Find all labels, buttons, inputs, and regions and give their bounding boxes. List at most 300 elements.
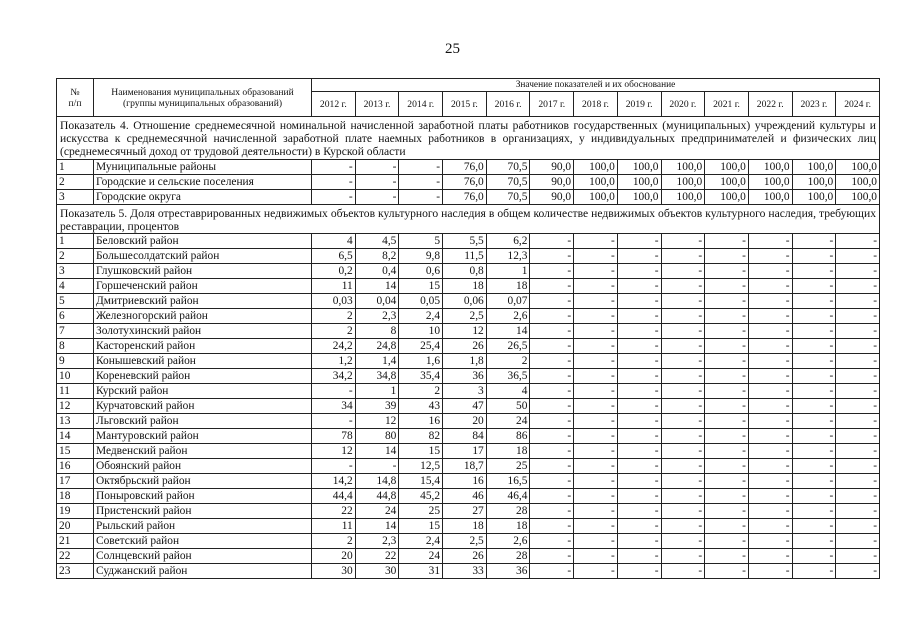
value-cell: - — [661, 564, 705, 579]
value-cell: - — [617, 309, 661, 324]
value-cell: - — [748, 324, 792, 339]
value-cell: - — [661, 399, 705, 414]
table-row — [57, 174, 880, 189]
value-cell: 1,8 — [443, 354, 487, 369]
value-cell: 6,2 — [486, 234, 530, 249]
value-cell: - — [792, 549, 836, 564]
value-cell: - — [836, 249, 880, 264]
value-cell: - — [530, 534, 574, 549]
value-cell: - — [617, 249, 661, 264]
table-row — [57, 534, 880, 549]
row-number: 1 — [57, 159, 94, 174]
row-name: Конышевский район — [94, 354, 312, 369]
row-number: 22 — [57, 549, 94, 564]
value-cell: 8,2 — [355, 249, 399, 264]
value-cell: 36 — [443, 369, 487, 384]
value-cell: 31 — [399, 564, 443, 579]
row-number: 2 — [57, 249, 94, 264]
value-cell: - — [705, 234, 749, 249]
row-name: Большесолдатский район — [94, 249, 312, 264]
value-cell: - — [574, 414, 618, 429]
value-cell: 34,8 — [355, 369, 399, 384]
row-number: 23 — [57, 564, 94, 579]
year-header: 2015 г. — [443, 92, 487, 117]
value-cell: 28 — [486, 504, 530, 519]
value-cell: - — [836, 474, 880, 489]
value-cell: - — [574, 474, 618, 489]
value-cell: - — [661, 534, 705, 549]
value-cell: 25 — [399, 504, 443, 519]
table-row — [57, 549, 880, 564]
value-cell: 10 — [399, 324, 443, 339]
value-cell: 2 — [486, 354, 530, 369]
value-cell: - — [661, 489, 705, 504]
value-cell: - — [792, 369, 836, 384]
value-cell: 27 — [443, 504, 487, 519]
value-cell: - — [617, 354, 661, 369]
value-cell: - — [836, 399, 880, 414]
value-cell: - — [574, 369, 618, 384]
value-cell: 46 — [443, 489, 487, 504]
row-number: 18 — [57, 489, 94, 504]
value-cell: - — [836, 504, 880, 519]
value-cell: - — [705, 519, 749, 534]
value-cell: 100,0 — [617, 159, 661, 174]
value-cell: - — [530, 324, 574, 339]
year-header: 2013 г. — [355, 92, 399, 117]
value-cell: 25 — [486, 459, 530, 474]
num-column-label: № п/п — [68, 86, 82, 109]
value-cell: - — [792, 504, 836, 519]
value-cell: - — [617, 504, 661, 519]
value-cell: 12 — [443, 324, 487, 339]
value-cell: 18 — [443, 519, 487, 534]
year-header: 2018 г. — [574, 92, 618, 117]
value-cell: 0,6 — [399, 264, 443, 279]
value-cell: 46,4 — [486, 489, 530, 504]
value-cell: - — [836, 339, 880, 354]
value-cell: 78 — [312, 429, 356, 444]
value-cell: - — [661, 309, 705, 324]
value-cell: - — [792, 489, 836, 504]
value-cell: - — [530, 384, 574, 399]
value-cell: - — [705, 309, 749, 324]
value-cell: 20 — [312, 549, 356, 564]
year-header: 2017 г. — [530, 92, 574, 117]
value-cell: - — [312, 384, 356, 399]
value-cell: 86 — [486, 429, 530, 444]
page-number: 25 — [445, 41, 460, 57]
value-cell: 100,0 — [792, 189, 836, 204]
value-cell: 35,4 — [399, 369, 443, 384]
value-cell: - — [399, 189, 443, 204]
value-cell: - — [617, 414, 661, 429]
value-cell: - — [530, 264, 574, 279]
value-cell: - — [836, 309, 880, 324]
value-cell: - — [836, 459, 880, 474]
value-cell: 2 — [312, 324, 356, 339]
row-name: Обоянский район — [94, 459, 312, 474]
value-cell: - — [530, 234, 574, 249]
value-cell: - — [574, 429, 618, 444]
value-cell: 100,0 — [836, 189, 880, 204]
row-name: Дмитриевский район — [94, 294, 312, 309]
row-number: 15 — [57, 444, 94, 459]
row-name: Золотухинский район — [94, 324, 312, 339]
value-cell: 39 — [355, 399, 399, 414]
value-cell: 24 — [355, 504, 399, 519]
value-cell: 90,0 — [530, 189, 574, 204]
value-cell: 100,0 — [705, 159, 749, 174]
value-cell: 34 — [312, 399, 356, 414]
value-cell: - — [530, 354, 574, 369]
value-cell: 24 — [399, 549, 443, 564]
row-number: 3 — [57, 189, 94, 204]
value-cell: - — [574, 459, 618, 474]
value-cell: - — [792, 414, 836, 429]
table-row — [57, 399, 880, 414]
value-cell: 11,5 — [443, 249, 487, 264]
value-cell: - — [530, 279, 574, 294]
value-cell: 43 — [399, 399, 443, 414]
value-cell: - — [574, 384, 618, 399]
value-cell: - — [574, 549, 618, 564]
table-body — [57, 117, 880, 579]
value-cell: - — [661, 459, 705, 474]
table-row — [57, 489, 880, 504]
year-header: 2020 г. — [661, 92, 705, 117]
value-cell: - — [705, 474, 749, 489]
value-cell: - — [792, 534, 836, 549]
name-column-label: Наименования муниципальных образований (группы муниципальных образований) — [111, 86, 294, 109]
value-cell: 2,5 — [443, 534, 487, 549]
value-cell: - — [617, 369, 661, 384]
value-cell: - — [530, 309, 574, 324]
value-cell: - — [792, 309, 836, 324]
table-row — [57, 249, 880, 264]
value-cell: - — [574, 504, 618, 519]
value-cell: 15 — [399, 519, 443, 534]
value-cell: - — [530, 549, 574, 564]
value-cell: - — [748, 429, 792, 444]
value-cell: - — [661, 444, 705, 459]
value-cell: 1,2 — [312, 354, 356, 369]
value-cell: 16 — [399, 414, 443, 429]
year-header: 2014 г. — [399, 92, 443, 117]
value-cell: 100,0 — [661, 189, 705, 204]
value-cell: - — [661, 264, 705, 279]
value-cell: - — [530, 429, 574, 444]
row-number: 7 — [57, 324, 94, 339]
value-cell: - — [661, 324, 705, 339]
value-cell: - — [748, 279, 792, 294]
value-cell: 3 — [443, 384, 487, 399]
value-cell: 30 — [312, 564, 356, 579]
row-name: Курчатовский район — [94, 399, 312, 414]
value-cell: 4 — [486, 384, 530, 399]
value-cell: - — [748, 264, 792, 279]
value-cell: 18 — [486, 519, 530, 534]
value-cell: 2 — [312, 309, 356, 324]
value-cell: - — [574, 234, 618, 249]
value-cell: - — [399, 159, 443, 174]
value-cell: - — [836, 354, 880, 369]
value-cell: - — [312, 159, 356, 174]
value-cell: - — [705, 264, 749, 279]
row-number: 11 — [57, 384, 94, 399]
value-cell: 36,5 — [486, 369, 530, 384]
value-cell: - — [661, 249, 705, 264]
row-number: 21 — [57, 534, 94, 549]
year-header: 2019 г. — [617, 92, 661, 117]
value-cell: 36 — [486, 564, 530, 579]
table-row — [57, 159, 880, 174]
value-cell: - — [748, 234, 792, 249]
table-row — [57, 519, 880, 534]
value-cell: 44,4 — [312, 489, 356, 504]
value-cell: - — [836, 279, 880, 294]
value-cell: - — [617, 519, 661, 534]
row-number: 4 — [57, 279, 94, 294]
value-cell: - — [617, 534, 661, 549]
value-cell: - — [574, 564, 618, 579]
value-cell: - — [617, 234, 661, 249]
value-cell: - — [574, 444, 618, 459]
value-cell: 14,2 — [312, 474, 356, 489]
value-cell: 100,0 — [661, 174, 705, 189]
value-cell: - — [574, 324, 618, 339]
value-cell: - — [836, 234, 880, 249]
value-cell: - — [661, 474, 705, 489]
indicator5-title-row — [57, 204, 880, 233]
value-cell: 4 — [312, 234, 356, 249]
value-cell: 12,5 — [399, 459, 443, 474]
table-row — [57, 294, 880, 309]
value-cell: - — [792, 429, 836, 444]
table-row — [57, 339, 880, 354]
value-cell: 50 — [486, 399, 530, 414]
value-cell: - — [355, 174, 399, 189]
value-cell: - — [748, 444, 792, 459]
value-cell: - — [617, 264, 661, 279]
table-row — [57, 324, 880, 339]
value-cell: - — [705, 354, 749, 369]
value-cell: 2,6 — [486, 309, 530, 324]
value-cell: - — [661, 234, 705, 249]
value-cell: 15,4 — [399, 474, 443, 489]
row-name: Железногорский район — [94, 309, 312, 324]
value-cell: 82 — [399, 429, 443, 444]
value-cell: 8 — [355, 324, 399, 339]
row-number: 20 — [57, 519, 94, 534]
value-cell: 0,2 — [312, 264, 356, 279]
value-cell: - — [792, 294, 836, 309]
value-cell: - — [617, 444, 661, 459]
table-row — [57, 504, 880, 519]
value-cell: 2,3 — [355, 309, 399, 324]
value-cell: - — [748, 549, 792, 564]
table-row — [57, 264, 880, 279]
value-cell: 14 — [355, 519, 399, 534]
value-cell: 5 — [399, 234, 443, 249]
value-cell: - — [836, 324, 880, 339]
value-cell: - — [617, 339, 661, 354]
year-header: 2023 г. — [792, 92, 836, 117]
value-cell: - — [792, 264, 836, 279]
value-cell: - — [617, 399, 661, 414]
value-cell: - — [705, 534, 749, 549]
value-cell: - — [748, 309, 792, 324]
name-column-header — [94, 79, 312, 117]
value-cell: 1 — [486, 264, 530, 279]
value-cell: - — [836, 294, 880, 309]
value-cell: 1,4 — [355, 354, 399, 369]
table-row — [57, 444, 880, 459]
value-cell: 2,5 — [443, 309, 487, 324]
value-cell: - — [792, 234, 836, 249]
row-name: Городские округа — [94, 189, 312, 204]
value-cell: - — [617, 459, 661, 474]
row-name: Медвенский район — [94, 444, 312, 459]
value-cell: - — [617, 384, 661, 399]
value-cell: - — [792, 384, 836, 399]
value-cell: 1 — [355, 384, 399, 399]
value-cell: - — [661, 504, 705, 519]
indicator4-title: Показатель 4. Отношение среднемесячной номинальной начисленной заработной платы работников государственных (муниципальных) учреждений культуры и искусства к среднемесячной начисленной заработной плате наемных работников в организациях, у индивидуальных предпринимателей и физических лиц (среднемесячный доход от трудовой деятельности) в Курской области — [57, 117, 880, 160]
table-row — [57, 309, 880, 324]
value-cell: - — [748, 249, 792, 264]
value-cell: 0,07 — [486, 294, 530, 309]
row-name: Октябрьский район — [94, 474, 312, 489]
value-cell: 12 — [312, 444, 356, 459]
value-cell: - — [574, 309, 618, 324]
value-cell: - — [661, 339, 705, 354]
value-cell: 100,0 — [748, 159, 792, 174]
table-header — [57, 79, 880, 117]
value-cell: - — [836, 534, 880, 549]
row-number: 12 — [57, 399, 94, 414]
value-cell: - — [705, 429, 749, 444]
value-cell: - — [574, 249, 618, 264]
value-cell: - — [748, 564, 792, 579]
value-cell: 70,5 — [486, 189, 530, 204]
value-cell: 2,4 — [399, 309, 443, 324]
value-cell: 2,4 — [399, 534, 443, 549]
value-cell: 100,0 — [748, 189, 792, 204]
value-cell: - — [574, 519, 618, 534]
value-cell: - — [312, 459, 356, 474]
value-cell: - — [748, 294, 792, 309]
value-cell: - — [530, 414, 574, 429]
value-cell: 0,05 — [399, 294, 443, 309]
value-cell: - — [530, 519, 574, 534]
value-cell: - — [617, 564, 661, 579]
value-cell: 26,5 — [486, 339, 530, 354]
value-cell: - — [574, 354, 618, 369]
value-cell: 12,3 — [486, 249, 530, 264]
year-header: 2021 г. — [705, 92, 749, 117]
row-name: Курский район — [94, 384, 312, 399]
value-cell: - — [748, 354, 792, 369]
value-cell: - — [661, 279, 705, 294]
value-cell: 100,0 — [792, 159, 836, 174]
year-header: 2024 г. — [836, 92, 880, 117]
row-name: Суджанский район — [94, 564, 312, 579]
value-cell: 11 — [312, 519, 356, 534]
value-cell: - — [748, 474, 792, 489]
value-cell: 0,4 — [355, 264, 399, 279]
value-cell: 90,0 — [530, 174, 574, 189]
value-cell: - — [792, 249, 836, 264]
value-cell: 45,2 — [399, 489, 443, 504]
row-name: Льговский район — [94, 414, 312, 429]
value-cell: 16 — [443, 474, 487, 489]
value-cell: - — [748, 534, 792, 549]
value-cell: 22 — [312, 504, 356, 519]
value-cell: 2 — [312, 534, 356, 549]
value-cell: 5,5 — [443, 234, 487, 249]
value-cell: 70,5 — [486, 174, 530, 189]
value-cell: - — [748, 414, 792, 429]
row-name: Пристенский район — [94, 504, 312, 519]
value-cell: - — [792, 279, 836, 294]
row-number: 16 — [57, 459, 94, 474]
value-cell: - — [705, 489, 749, 504]
value-cell: - — [530, 489, 574, 504]
indicator5-title: Показатель 5. Доля отреставрированных недвижимых объектов культурного наследия в общем количестве недвижимых объектов культурного наследия, требующих реставрации, процентов — [57, 204, 880, 233]
table-row — [57, 459, 880, 474]
value-cell: - — [705, 399, 749, 414]
value-cell: 18 — [486, 279, 530, 294]
value-cell: - — [836, 444, 880, 459]
value-cell: - — [705, 444, 749, 459]
value-cell: 0,03 — [312, 294, 356, 309]
value-cell: - — [312, 189, 356, 204]
table-row — [57, 414, 880, 429]
value-cell: - — [661, 294, 705, 309]
value-cell: 34,2 — [312, 369, 356, 384]
row-name: Беловский район — [94, 234, 312, 249]
value-cell: - — [574, 279, 618, 294]
value-cell: - — [705, 384, 749, 399]
value-cell: - — [836, 519, 880, 534]
table-row — [57, 369, 880, 384]
value-cell: - — [836, 549, 880, 564]
table-row — [57, 354, 880, 369]
value-cell: 11 — [312, 279, 356, 294]
value-cell: - — [748, 339, 792, 354]
value-cell: 24,8 — [355, 339, 399, 354]
num-column-header — [57, 79, 94, 117]
value-cell: 47 — [443, 399, 487, 414]
value-cell: - — [705, 459, 749, 474]
value-cell: - — [661, 414, 705, 429]
year-header: 2012 г. — [312, 92, 356, 117]
value-cell: - — [617, 279, 661, 294]
value-cell: - — [792, 519, 836, 534]
value-cell: - — [355, 159, 399, 174]
table-row — [57, 474, 880, 489]
value-cell: - — [574, 489, 618, 504]
value-cell: 2 — [399, 384, 443, 399]
value-cell: - — [355, 459, 399, 474]
value-cell: - — [705, 414, 749, 429]
year-header: 2016 г. — [486, 92, 530, 117]
value-cell: - — [748, 384, 792, 399]
row-number: 1 — [57, 234, 94, 249]
value-cell: - — [836, 564, 880, 579]
value-cell: - — [748, 489, 792, 504]
